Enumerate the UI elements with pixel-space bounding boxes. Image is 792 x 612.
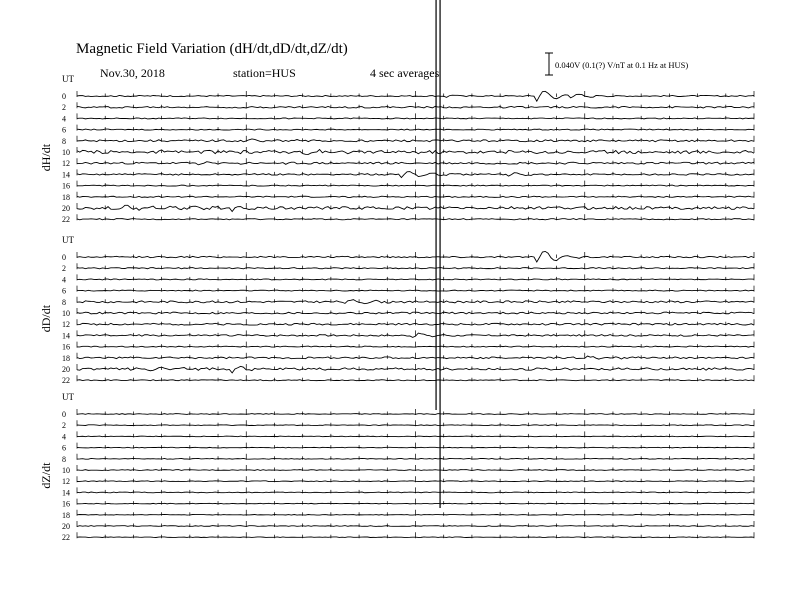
trace-line	[77, 481, 754, 482]
trace-row-18	[62, 353, 754, 363]
ut-row-label: 20	[62, 365, 70, 374]
ut-row-label: 0	[62, 410, 66, 419]
trace-row-12	[62, 319, 754, 329]
trace-row-22	[62, 375, 754, 385]
trace-line	[77, 447, 754, 448]
panel-dZ-dt	[39, 392, 754, 542]
trace-row-22	[62, 532, 754, 542]
trace-row-20	[62, 203, 754, 213]
ut-row-label: 2	[62, 421, 66, 431]
panel-ylabel: dZ/dt	[39, 462, 53, 489]
ut-row-label: 10	[62, 148, 70, 157]
trace-line	[77, 537, 754, 538]
ut-row-label: 18	[62, 192, 70, 202]
ut-label: UT	[62, 74, 74, 84]
ut-row-label: 22	[62, 533, 70, 543]
trace-line	[77, 526, 754, 527]
trace-row-20	[62, 521, 754, 531]
trace-row-8	[62, 136, 754, 146]
trace-row-20	[62, 364, 754, 374]
ut-row-label: 12	[62, 477, 70, 487]
ut-row-label: 22	[62, 376, 70, 386]
ut-row-label: 14	[62, 331, 70, 341]
trace-line	[77, 458, 754, 459]
trace-row-2	[62, 263, 754, 273]
ut-row-label: 0	[62, 253, 66, 262]
trace-row-14	[62, 330, 754, 340]
trace-row-2	[62, 102, 754, 112]
ut-row-label: 10	[62, 309, 70, 318]
trace-line	[77, 129, 754, 130]
panel-dD-dt	[39, 235, 754, 385]
ut-row-label: 6	[62, 443, 66, 453]
ut-row-label: 2	[62, 264, 66, 274]
ut-label: UT	[62, 392, 74, 402]
scale-bar	[545, 53, 553, 75]
trace-row-10	[62, 147, 754, 157]
trace-line	[77, 492, 754, 493]
chart-date: Nov.30, 2018	[100, 66, 165, 80]
trace-row-4	[62, 113, 754, 123]
trace-row-12	[62, 476, 754, 486]
panel-ylabel: dH/dt	[39, 143, 53, 172]
trace-row-18	[62, 510, 754, 520]
trace-row-0	[62, 91, 754, 101]
ut-row-label: 18	[62, 353, 70, 363]
trace-row-6	[62, 125, 754, 135]
trace-row-0	[62, 251, 754, 262]
trace-line	[77, 118, 754, 119]
ut-row-label: 6	[62, 286, 66, 296]
panels-group	[39, 74, 754, 542]
ut-row-label: 12	[62, 159, 70, 169]
trace-line	[77, 436, 754, 437]
ut-row-label: 16	[62, 499, 70, 509]
trace-row-2	[62, 420, 754, 430]
ut-row-label: 16	[62, 181, 70, 191]
trace-row-16	[62, 181, 754, 191]
ut-row-label: 12	[62, 320, 70, 330]
ut-label: UT	[62, 235, 74, 245]
ut-row-label: 4	[62, 432, 66, 442]
trace-line	[77, 503, 754, 504]
trace-row-6	[62, 286, 754, 296]
ut-row-label: 14	[62, 170, 70, 180]
trace-row-16	[62, 342, 754, 352]
ut-row-label: 2	[62, 103, 66, 113]
trace-row-4	[62, 431, 754, 441]
ut-row-label: 10	[62, 466, 70, 475]
trace-row-6	[62, 443, 754, 453]
ut-row-label: 6	[62, 125, 66, 135]
trace-row-22	[62, 214, 754, 224]
trace-row-18	[62, 192, 754, 202]
trace-row-4	[62, 274, 754, 284]
panel-ylabel: dD/dt	[39, 304, 53, 333]
scale-note: 0.040V (0.1(?) V/nT at 0.1 Hz at HUS)	[555, 60, 689, 70]
trace-row-16	[62, 499, 754, 509]
ut-row-label: 0	[62, 92, 66, 101]
ut-row-label: 14	[62, 488, 70, 498]
ut-row-label: 18	[62, 510, 70, 520]
chart-averaging: 4 sec averages	[370, 66, 440, 80]
trace-row-10	[62, 465, 754, 475]
trace-row-14	[62, 487, 754, 497]
ut-row-label: 8	[62, 454, 66, 464]
ut-row-label: 16	[62, 342, 70, 352]
ut-row-label: 8	[62, 136, 66, 146]
ut-row-label: 4	[62, 114, 66, 124]
ut-row-label: 22	[62, 215, 70, 225]
ut-row-label: 8	[62, 297, 66, 307]
trace-line	[77, 470, 754, 471]
trace-row-10	[62, 308, 754, 318]
trace-row-12	[62, 158, 754, 168]
chart-title: Magnetic Field Variation (dH/dt,dD/dt,dZ/dt)	[76, 41, 348, 57]
ut-row-label: 20	[62, 522, 70, 531]
panel-dH-dt	[39, 74, 754, 224]
trace-row-14	[62, 169, 754, 179]
ut-row-label: 4	[62, 275, 66, 285]
trace-line	[77, 515, 754, 516]
ut-row-label: 20	[62, 204, 70, 213]
trace-row-8	[62, 454, 754, 464]
trace-row-0	[62, 409, 754, 419]
chart-station: station=HUS	[233, 66, 296, 80]
trace-row-8	[62, 297, 754, 307]
